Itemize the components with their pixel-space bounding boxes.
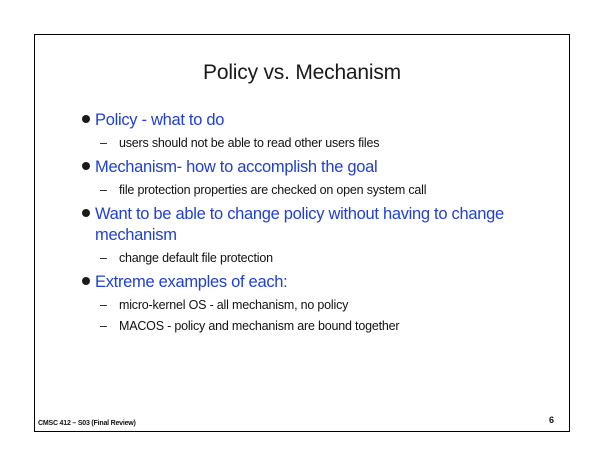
- sub-item-text: file protection properties are checked on open system call: [119, 183, 427, 197]
- dash-icon: –: [100, 183, 107, 197]
- bullet-text: Mechanism- how to accomplish the goal: [95, 158, 378, 176]
- dash-icon: –: [100, 298, 107, 312]
- sub-item-text: micro-kernel OS - all mechanism, no policy: [119, 298, 349, 312]
- bullet-list: [35, 110, 569, 337]
- sub-list: [95, 295, 539, 337]
- sub-item: [95, 133, 539, 154]
- sub-item: [95, 180, 539, 201]
- bullet-dot-icon: [82, 162, 90, 170]
- bullet-text: Extreme examples of each:: [95, 273, 288, 291]
- sub-item-text: users should not be able to read other users files: [119, 136, 380, 150]
- bullet-item-extreme-examples: [35, 272, 569, 337]
- sub-list: [95, 133, 539, 154]
- sub-list: [95, 180, 539, 201]
- sub-item-text: MACOS - policy and mechanism are bound together: [119, 319, 400, 333]
- sub-item: [95, 248, 539, 269]
- page-number: 6: [548, 415, 554, 425]
- slide-frame: [34, 34, 570, 432]
- bullet-item-policy: [35, 110, 569, 154]
- sub-item: [95, 316, 539, 337]
- bullet-dot-icon: [82, 209, 90, 217]
- bullet-text: Policy - what to do: [95, 111, 225, 129]
- bullet-dot-icon: [82, 115, 90, 123]
- sub-item-text: change default file protection: [119, 251, 273, 265]
- dash-icon: –: [100, 251, 107, 265]
- bullet-item-mechanism: [35, 157, 569, 201]
- bullet-text: Want to be able to change policy without having to change mechanism: [95, 205, 504, 244]
- sub-item: [95, 295, 539, 316]
- dash-icon: –: [100, 319, 107, 333]
- dash-icon: –: [100, 136, 107, 150]
- bullet-dot-icon: [82, 277, 90, 285]
- slide-title: Policy vs. Mechanism: [203, 61, 401, 84]
- sub-list: [95, 248, 539, 269]
- footer-course-label: CMSC 412 – S03 (Final Review): [38, 420, 136, 427]
- bullet-item-change-policy: [35, 204, 569, 269]
